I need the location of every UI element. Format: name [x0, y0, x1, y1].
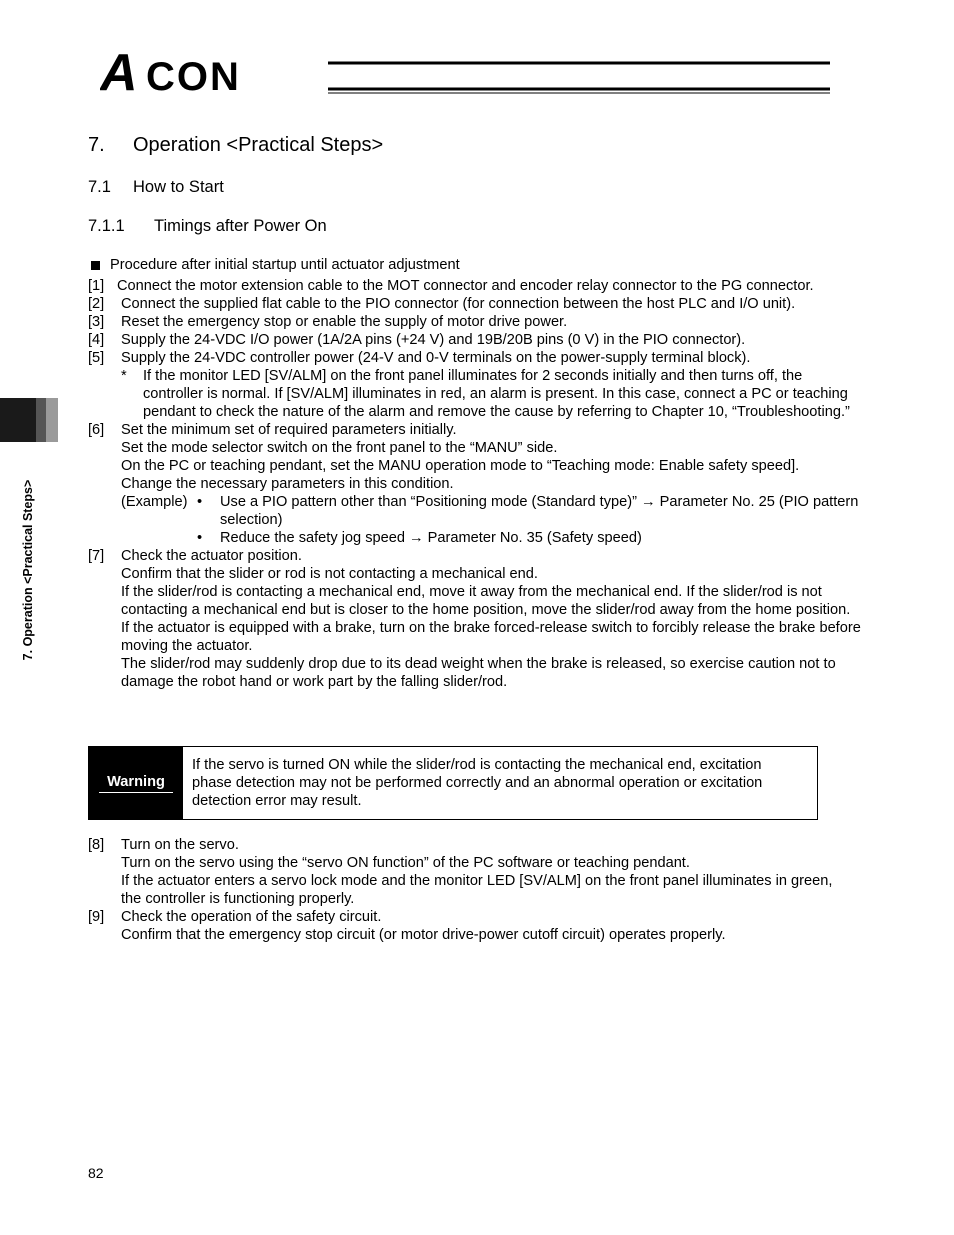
step-6: [6] Set the minimum set of required parameters initially.: [88, 422, 457, 438]
step-7-line: Confirm that the slider or rod is not contacting a mechanical end.: [121, 566, 538, 582]
svg-text:CON: CON: [146, 55, 241, 99]
acon-logo: [100, 44, 840, 100]
chapter-side-label-text: 7. Operation <Practical Steps>: [21, 479, 35, 661]
page-number: 82: [88, 1165, 104, 1181]
subsection-number: 7.1: [88, 178, 111, 196]
chapter-tab-marker: [0, 398, 58, 442]
step-5: [5] Supply the 24-VDC controller power (24-V and 0-V terminals on the power-supply terminal block).: [88, 350, 751, 366]
procedure-section: [88, 256, 878, 691]
step-7-line: If the actuator is equipped with a brake, turn on the brake forced-release switch to forcibly release the brake before moving the actuator.: [121, 620, 861, 654]
step-5-note: * If the monitor LED [SV/ALM] on the front panel illuminates for 2 seconds initially and then turns off, the controller is normal. If [SV/ALM] illuminates in red, an alarm is present. In this case, connect a PC or teaching pendant to check the nature of the alarm and remove the cause by referring to Chapter 10, “Troubleshooting.”: [121, 368, 850, 420]
step-7-line: The slider/rod may suddenly drop due to its dead weight when the brake is released, so exercise caution not to damage the robot hand or work part by the falling slider/rod.: [121, 656, 836, 690]
step-3: [3] Reset the emergency stop or enable the supply of motor drive power.: [88, 314, 568, 330]
step-7: [7] Check the actuator position.: [88, 548, 302, 564]
step-6-example-1: (Example) • Use a PIO pattern other than “Positioning mode (Standard type)” → Parameter No. 25 (PIO pattern selection): [121, 494, 859, 528]
section-number: 7.: [88, 134, 105, 156]
section-title: Operation <Practical Steps>: [133, 134, 384, 156]
subsection-heading: [88, 178, 224, 197]
step-6-line: On the PC or teaching pendant, set the MANU operation mode to “Teaching mode: Enable safety speed].: [121, 458, 800, 474]
subsubsection-number: 7.1.1: [88, 217, 125, 235]
warning-text: If the servo is turned ON while the slider/rod is contacting the mechanical end, excitation phase detection may not be performed correctly and an abnormal operation or excitation detection error may result.: [192, 757, 763, 809]
procedure-heading: Procedure after initial startup until actuator adjustment: [88, 256, 878, 274]
step-9: [9] Check the operation of the safety circuit.: [88, 909, 382, 925]
svg-text:A: A: [100, 44, 138, 100]
step-8-line: Turn on the servo using the “servo ON function” of the PC software or teaching pendant.: [121, 855, 690, 871]
step-6-line: Set the mode selector switch on the front panel to the “MANU” side.: [121, 440, 558, 456]
square-bullet-icon: [91, 261, 100, 270]
step-6-example-2: • Reduce the safety jog speed → Parameter No. 35 (Safety speed): [197, 530, 642, 546]
step-2: [2] Connect the supplied flat cable to the PIO connector (for connection between the host PLC and I/O unit).: [88, 296, 796, 312]
subsubsection-title: Timings after Power On: [154, 217, 327, 235]
subsection-title: How to Start: [133, 178, 224, 196]
subsubsection-heading: [88, 217, 327, 236]
warning-box: [88, 746, 818, 820]
step-1: [1] Connect the motor extension cable to the MOT connector and encoder relay connector to the PG connector.: [88, 278, 814, 294]
warning-label: Warning: [89, 747, 183, 819]
step-8-line: If the actuator enters a servo lock mode and the monitor LED [SV/ALM] on the front panel illuminates in green, the controller is functioning properly.: [121, 873, 833, 907]
procedure-section-continued: [88, 836, 878, 944]
step-9-line: Confirm that the emergency stop circuit (or motor drive-power cutoff circuit) operates properly.: [121, 927, 726, 943]
section-heading: [88, 134, 383, 157]
step-8: [8] Turn on the servo.: [88, 837, 239, 853]
step-4: [4] Supply the 24-VDC I/O power (1A/2A pins (+24 V) and 19B/20B pins (0 V) in the PIO connector).: [88, 332, 746, 348]
step-6-line: Change the necessary parameters in this condition.: [121, 476, 454, 492]
step-7-line: If the slider/rod is contacting a mechanical end, move it away from the mechanical end. If the slider/rod is not contacting a mechanical end but is closer to the home position, move the slider/rod away from the home position.: [121, 584, 851, 618]
